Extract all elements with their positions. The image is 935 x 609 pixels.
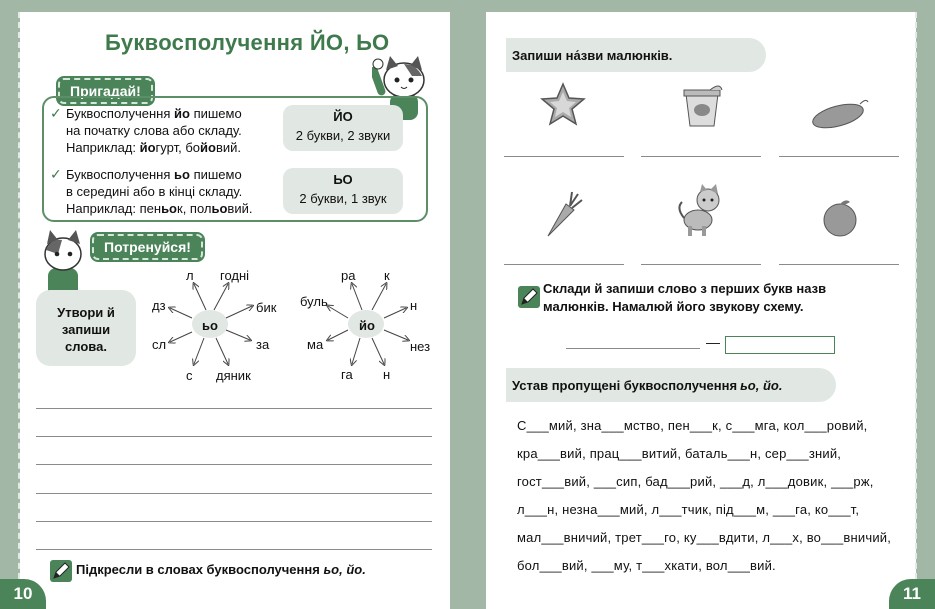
star-center: йо <box>359 318 375 333</box>
pill-head: ЙО <box>333 109 353 124</box>
rule-text: Буквосполучення <box>66 106 175 121</box>
writing-line <box>36 549 432 550</box>
pill-sub: 2 букви, 2 звуки <box>295 128 391 143</box>
practice-tag: Потренуйся! <box>92 234 203 260</box>
exercise-row: С___мий, зна___мство, пен___к, с___мга, кол___ровий, <box>517 418 868 433</box>
underline-task-emphasis: ьо, йо. <box>323 562 366 577</box>
pencil-icon <box>518 286 540 313</box>
check-icon: ✓ <box>50 166 62 182</box>
writing-line <box>36 521 432 522</box>
soft-o-pill <box>283 168 403 214</box>
kitten-picture <box>676 184 724 243</box>
rule-highlight: ьо <box>174 167 190 182</box>
star-word: ра <box>341 268 356 283</box>
task-box <box>36 290 136 366</box>
page-title: Буквосполучення ЙО, ЬО <box>105 30 390 55</box>
answer-line <box>504 264 624 265</box>
star-word: га <box>341 367 353 382</box>
writing-line <box>36 408 432 409</box>
rule-text: к, пол <box>177 201 212 216</box>
remember-tag: Пригадай! <box>58 78 153 104</box>
star-picture <box>540 82 586 131</box>
rule-text: вий. <box>215 140 241 155</box>
star-word: н <box>410 298 418 313</box>
orange-picture <box>820 196 860 243</box>
answer-line <box>779 264 899 265</box>
pill-head: ЬО <box>333 172 353 187</box>
carrot-picture <box>540 190 584 245</box>
task-text: Утвори й запиши слова. <box>57 305 115 354</box>
rule-text: Буквосполучення <box>66 167 175 182</box>
left-page-border <box>18 12 20 609</box>
star-word: с <box>186 368 193 383</box>
right-page-border <box>915 12 917 609</box>
page-number-right: 11 <box>889 579 935 609</box>
yo-pill <box>283 105 403 151</box>
star-word: буль <box>300 294 328 309</box>
underline-task <box>76 562 366 577</box>
sound-scheme-box[interactable] <box>725 336 835 354</box>
rule-text: пишемо <box>189 167 242 182</box>
star-word: сл <box>152 337 167 352</box>
answer-line <box>504 156 624 157</box>
star-word: дз <box>152 298 166 313</box>
pill-sub: 2 букви, 1 звук <box>299 191 387 206</box>
star-word: ма <box>307 337 324 352</box>
compose-dash: — <box>706 334 720 350</box>
yogurt-picture <box>680 80 724 135</box>
check-icon: ✓ <box>50 105 62 121</box>
rule-text: в середині або в кінці складу. <box>66 184 243 199</box>
page-number-left: 10 <box>0 579 46 609</box>
rule-2 <box>50 166 280 217</box>
rule-text: гурт, бо <box>155 140 200 155</box>
star-word: нез <box>410 339 431 354</box>
rule-highlight: йо <box>139 140 156 155</box>
exercise-row: мал___вничий, трет___го, ку___вдити, л___х, во___вничий, <box>517 530 892 545</box>
star-word: н <box>383 367 391 382</box>
rule-highlight: ьо <box>211 201 228 216</box>
section-header-insert <box>506 368 836 402</box>
star-word: годні <box>220 268 250 283</box>
rule-text: Наприклад: пен <box>66 201 162 216</box>
star-word: к <box>384 268 390 283</box>
writing-line <box>36 436 432 437</box>
answer-line <box>641 156 761 157</box>
rule-highlight: йо <box>174 106 190 121</box>
section-header-names: Запиши на́зви малюнків. <box>506 38 766 72</box>
rule-highlight: йо <box>200 140 216 155</box>
cucumber-picture <box>810 94 870 135</box>
star-word: дяник <box>216 368 251 383</box>
exercise-row: гост___вий, ___сип, бад___рий, ___д, л___довик, ___рж, <box>517 474 874 489</box>
compose-task: Склади й запиши слово з перших букв назв малюнків. Намалюй його звукову схему. <box>543 281 827 314</box>
star-word: л <box>186 268 194 283</box>
underline-task-text: Підкресли в словах буквосполучення <box>76 562 324 577</box>
rule-text: на початку слова або складу. <box>66 123 242 138</box>
star-word: бик <box>256 300 277 315</box>
exercise-row: кра___вий, прац___витий, баталь___н, сер___зний, <box>517 446 842 461</box>
exercise-row: бол___вий, ___му, т___хкати, вол___вий. <box>517 558 776 573</box>
answer-line <box>779 156 899 157</box>
header-emphasis: ьо, йо. <box>740 377 783 393</box>
writing-line <box>36 493 432 494</box>
writing-line <box>36 464 432 465</box>
rule-highlight: ьо <box>161 201 177 216</box>
answer-line <box>641 264 761 265</box>
rule-text: вий. <box>227 201 253 216</box>
pencil-icon <box>50 560 72 587</box>
rule-1 <box>50 105 280 156</box>
rule-text: пишемо <box>189 106 242 121</box>
star-center: ьо <box>202 318 218 333</box>
compose-answer-line <box>566 348 700 349</box>
header-text: Устав пропущені буквосполучення <box>512 377 738 393</box>
star-word: за <box>256 337 270 352</box>
rule-text: Наприклад: <box>66 140 140 155</box>
exercise-row: л___н, незна___мий, л___тчик, під___м, ___га, ко___т, <box>517 502 860 517</box>
